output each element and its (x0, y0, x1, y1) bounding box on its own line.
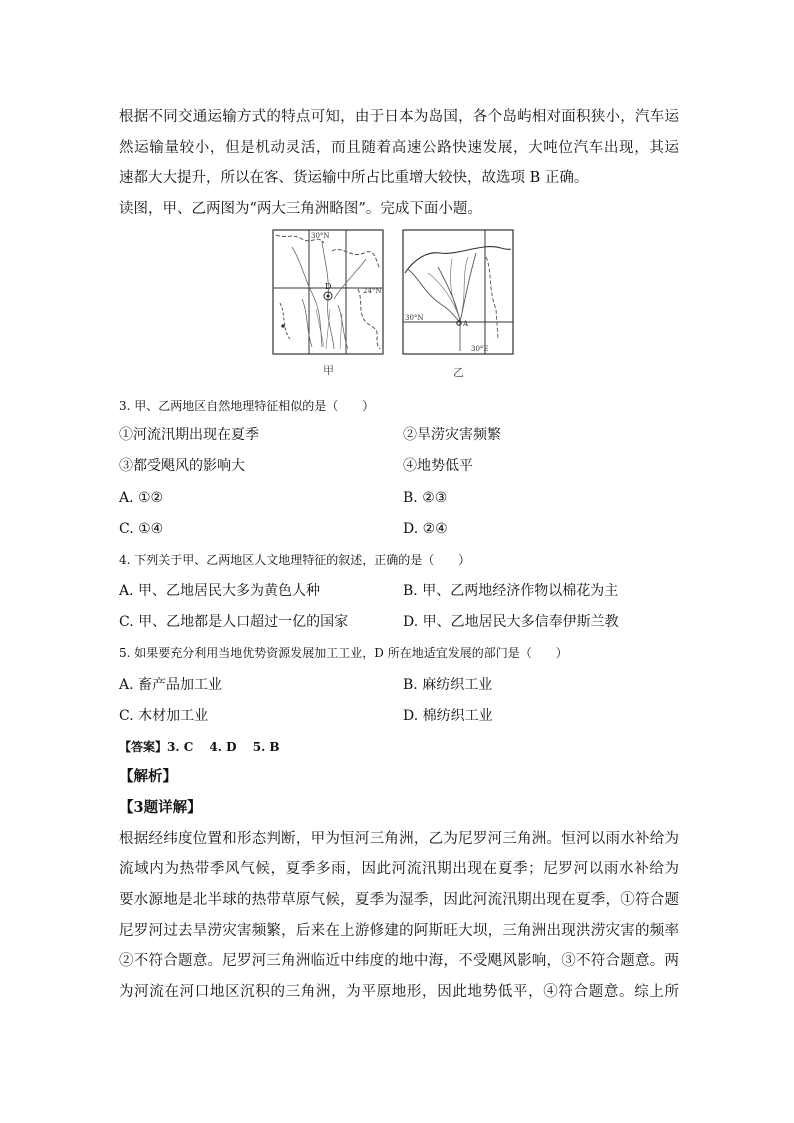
q3-option-c: C. ①④ (119, 521, 164, 537)
lat-30n-right-label: 30°N (405, 314, 424, 322)
map-caption-jia: 甲 (323, 364, 334, 377)
q3-option-a: A. ①② (119, 490, 164, 506)
detail-line-1: 根据经纬度位置和形态判断，甲为恒河三角洲，乙为尼罗河三角洲。恒河以雨水补给为 (119, 831, 679, 847)
map-caption-yi: 乙 (453, 366, 464, 379)
detail-line-6: 为河流在河口地区沉积的三角洲，为平原地形，因此地势低平，④符合题意。综上所 (119, 984, 679, 1000)
detail-line-5: ②不符合题意。尼罗河三角洲临近中纬度的地中海，不受飓风影响，③不符合题意。两 (119, 953, 679, 969)
q3-item-1: ①河流汛期出现在夏季 (119, 427, 259, 443)
q3-item-4: ④地势低平 (403, 458, 473, 474)
q5-option-a: A. 畜产品加工业 (119, 677, 223, 693)
q4-option-a: A. 甲、乙地居民大多为黄色人种 (119, 583, 321, 599)
q3-stem: 3. 甲、乙两地区自然地理特征相似的是（ ） (119, 399, 375, 413)
q4-option-d: D. 甲、乙地居民大多信奉伊斯兰教 (403, 614, 619, 630)
q5-option-b: B. 麻纺织工业 (403, 677, 493, 693)
q5-option-c: C. 木材加工业 (119, 708, 209, 724)
intro-line-2: 然运输量较小，但是机动灵活，而且随着高速公路快速发展，大吨位汽车出现，其运 (119, 140, 679, 156)
point-d-label: D (325, 282, 332, 291)
q5-option-d: D. 棉纺织工业 (403, 708, 493, 724)
q4-option-b: B. 甲、乙两地经济作物以棉花为主 (403, 583, 619, 599)
lat-30n-label: 30°N (311, 232, 330, 240)
lat-24n-label: 24°N (363, 287, 382, 295)
point-a-label: A (463, 320, 469, 328)
lon-30e-label: 30°E (471, 345, 489, 353)
detail-title: 【3题详解】 (119, 799, 202, 816)
q3-option-d: D. ②④ (403, 521, 448, 537)
analysis-title: 【解析】 (119, 768, 177, 785)
intro-line-1: 根据不同交通运输方式的特点可知，由于日本为岛国，各个岛屿相对面积狭小，汽车运 (119, 109, 679, 125)
intro-line-3: 速都大大提升，所以在客、货运输中所占比重增大较快，故选项 B 正确。 (119, 170, 589, 186)
delta-maps-figure (272, 229, 520, 381)
q4-stem: 4. 下列关于甲、乙两地区人文地理特征的叙述，正确的是（ ） (119, 553, 471, 567)
detail-line-4: 尼罗河过去旱涝灾害频繁，后来在上游修建的阿斯旺大坝，三角洲出现洪涝灾害的频率 (119, 923, 679, 939)
q3-item-3: ③都受飓风的影响大 (119, 458, 245, 474)
q3-item-2: ②旱涝灾害频繁 (403, 427, 501, 443)
q5-stem: 5. 如果要充分利用当地优势资源发展加工工业，D 所在地适宜发展的部门是（ ） (119, 646, 568, 660)
delta-maps-image (272, 229, 520, 381)
detail-line-2: 流域内为热带季风气候，夏季多雨，因此河流汛期出现在夏季；尼罗河以雨水补给为 (119, 861, 679, 877)
answer-line: 【答案】3. C 4. D 5. B (119, 740, 280, 754)
q4-option-c: C. 甲、乙地都是人口超过一亿的国家 (119, 614, 349, 630)
detail-line-3: 要水源地是北半球的热带草原气候，夏季为湿季，因此河流汛期出现在夏季，①符合题 (119, 892, 679, 908)
q3-option-b: B. ②③ (403, 490, 448, 506)
question-prompt: 读图，甲、乙两图为“两大三角洲略图”。完成下面小题。 (119, 201, 482, 217)
